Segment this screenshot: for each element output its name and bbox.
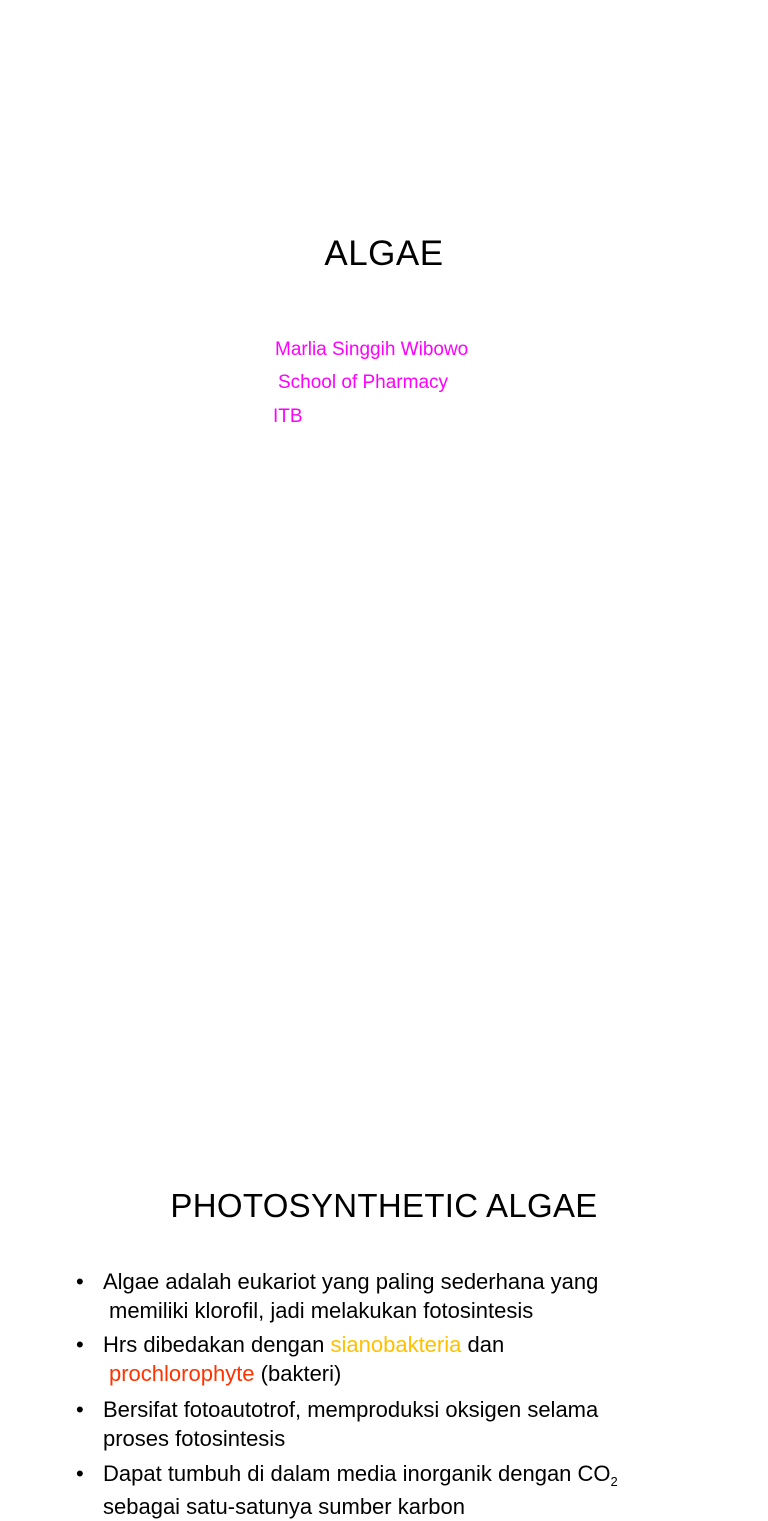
bullet-text-line2: memiliki klorofil, jadi melakukan fotosintesis xyxy=(109,1298,534,1323)
bullet-text-line2: sebagai satu-satunya sumber karbon xyxy=(103,1494,465,1519)
bullet-text-suffix: dan xyxy=(461,1332,505,1357)
highlight-sianobakteria: sianobakteria xyxy=(330,1332,462,1357)
author-institution: ITB xyxy=(273,406,303,427)
bullet-text-line2 xyxy=(109,1360,341,1388)
bullet-text-line1: Bersifat fotoautotrof, memproduksi oksigen selama xyxy=(103,1397,599,1422)
subscript-2: 2 xyxy=(610,1474,618,1489)
bullet-text-prefix: Hrs dibedakan dengan xyxy=(103,1332,331,1357)
bullet-dot-icon: • xyxy=(76,1332,84,1357)
bullet-text-prefix: Dapat tumbuh di dalam media inorganik dengan CO xyxy=(103,1461,611,1486)
author-name: Marlia Singgih Wibowo xyxy=(275,339,469,360)
content-slide xyxy=(0,512,768,1519)
bullet-dot-icon: • xyxy=(76,1397,84,1422)
slide-title: ALGAE xyxy=(324,234,444,273)
slide-title: PHOTOSYNTHETIC ALGAE xyxy=(170,1187,598,1224)
bullet-text-suffix: (bakteri) xyxy=(254,1361,342,1386)
bullet-text-line1 xyxy=(103,1460,618,1488)
bullet-text-line1: Algae adalah eukariot yang paling sederhana yang xyxy=(103,1269,599,1294)
author-school: School of Pharmacy xyxy=(278,372,449,393)
bullet-text-line1 xyxy=(103,1331,504,1359)
bullet-dot-icon: • xyxy=(76,1269,84,1294)
bullet-dot-icon: • xyxy=(76,1461,84,1486)
bullet-text-line2: proses fotosintesis xyxy=(103,1426,286,1451)
highlight-prochlorophyte: prochlorophyte xyxy=(109,1361,255,1386)
title-slide xyxy=(0,0,768,512)
